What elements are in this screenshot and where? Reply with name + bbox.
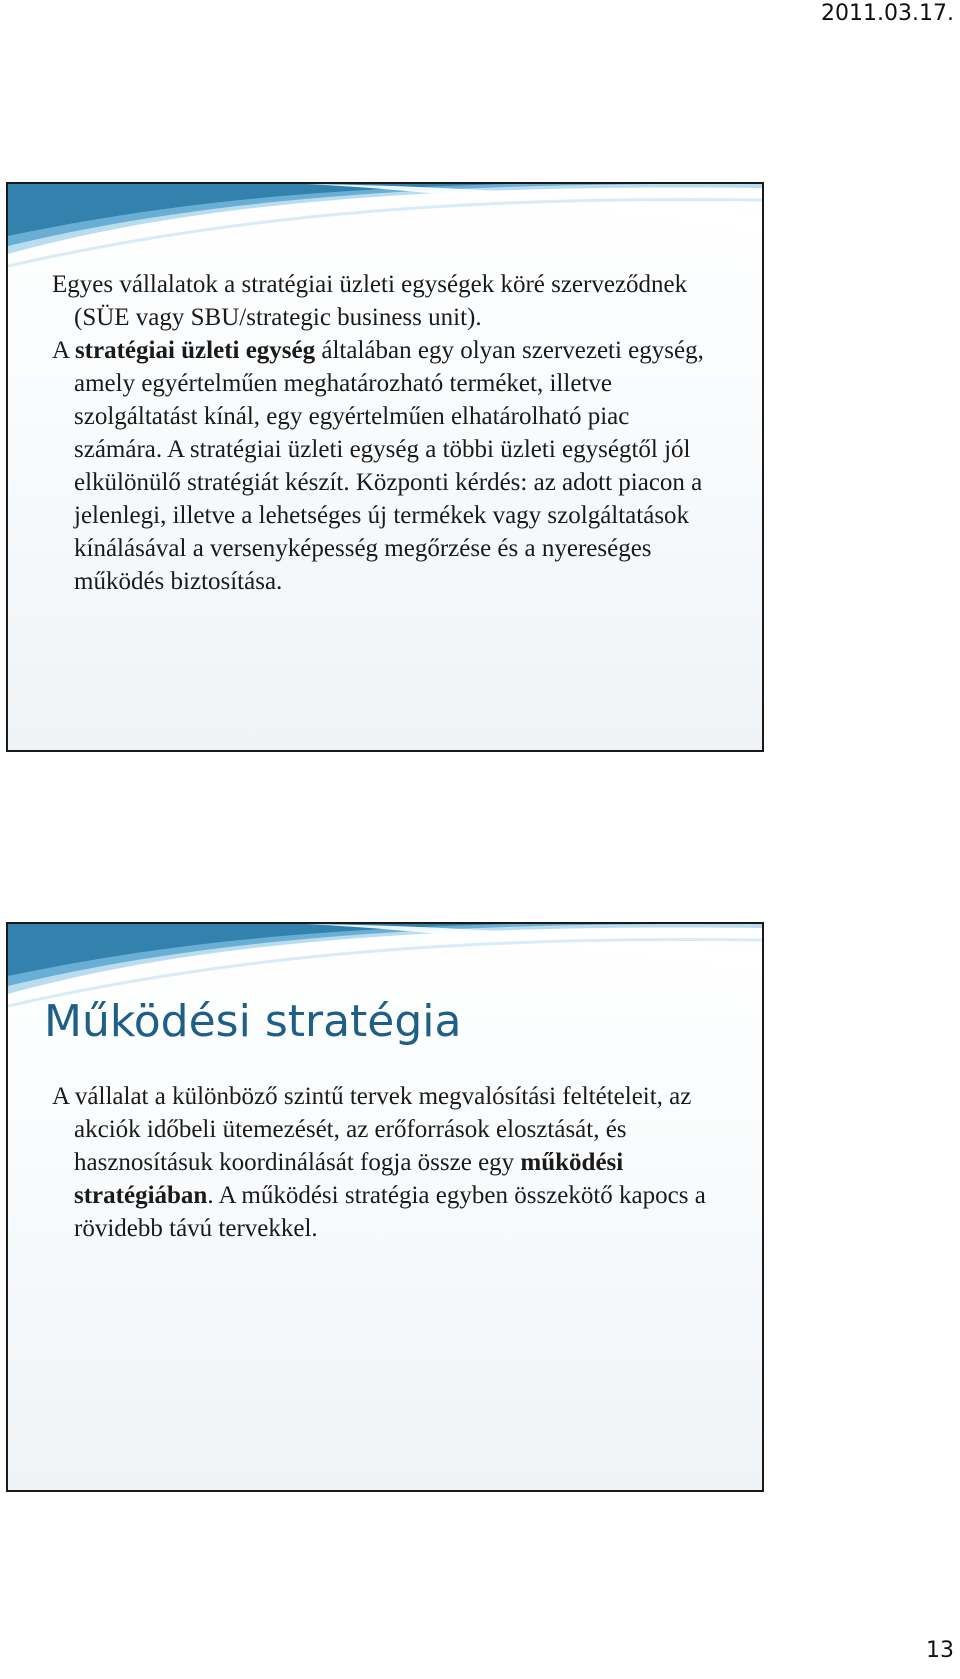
- paragraph-text-lead: A vállalat a különböző szintű tervek megvalósítási feltételeit, az akciók időbeli ütemezését, az erőforrások elosztását, és hasznosításuk koordinálását fogja össze egy: [52, 1083, 692, 1176]
- slide-1-paragraph-2: [52, 334, 722, 598]
- slide-2-body: [52, 1080, 722, 1245]
- slide-2-paragraph-1: [52, 1080, 722, 1245]
- paragraph-text-rest: általában egy olyan szervezeti egység, amely egyértelműen meghatározható terméket, illetve szolgáltatást kínál, egy egyértelműen elhatárolható piac számára. A stratégiai üzleti egység a többi üzleti egységtől jól elkülönülő stratégiát készít. Központi kérdés: az adott piacon a jelenlegi, illetve a lehetséges új termékek vagy szolgáltatások kínálásával a versenyképesség megőrzése és a nyereséges működés biztosítása.: [74, 337, 704, 595]
- page-date: 2011.03.17.: [821, 1, 954, 26]
- paragraph-text: Egyes vállalatok a stratégiai üzleti egységek köré szerveződnek (SÜE vagy SBU/strategic business unit).: [52, 271, 688, 331]
- slide-1-body: [52, 268, 722, 598]
- slide-2-title: Működési stratégia: [44, 996, 462, 1047]
- paragraph-emphasis: működési stratégiában: [74, 1149, 624, 1209]
- slide-1-paragraph-1: [52, 268, 722, 334]
- page-number: 13: [926, 1638, 954, 1663]
- paragraph-text-rest: . A működési stratégia egyben összekötő kapocs a rövidebb távú tervekkel.: [74, 1182, 706, 1242]
- paragraph-emphasis: stratégiai üzleti egység: [74, 337, 316, 364]
- slide-1: [6, 182, 764, 752]
- paragraph-text-lead: A: [52, 337, 75, 364]
- slide-2: [6, 922, 764, 1492]
